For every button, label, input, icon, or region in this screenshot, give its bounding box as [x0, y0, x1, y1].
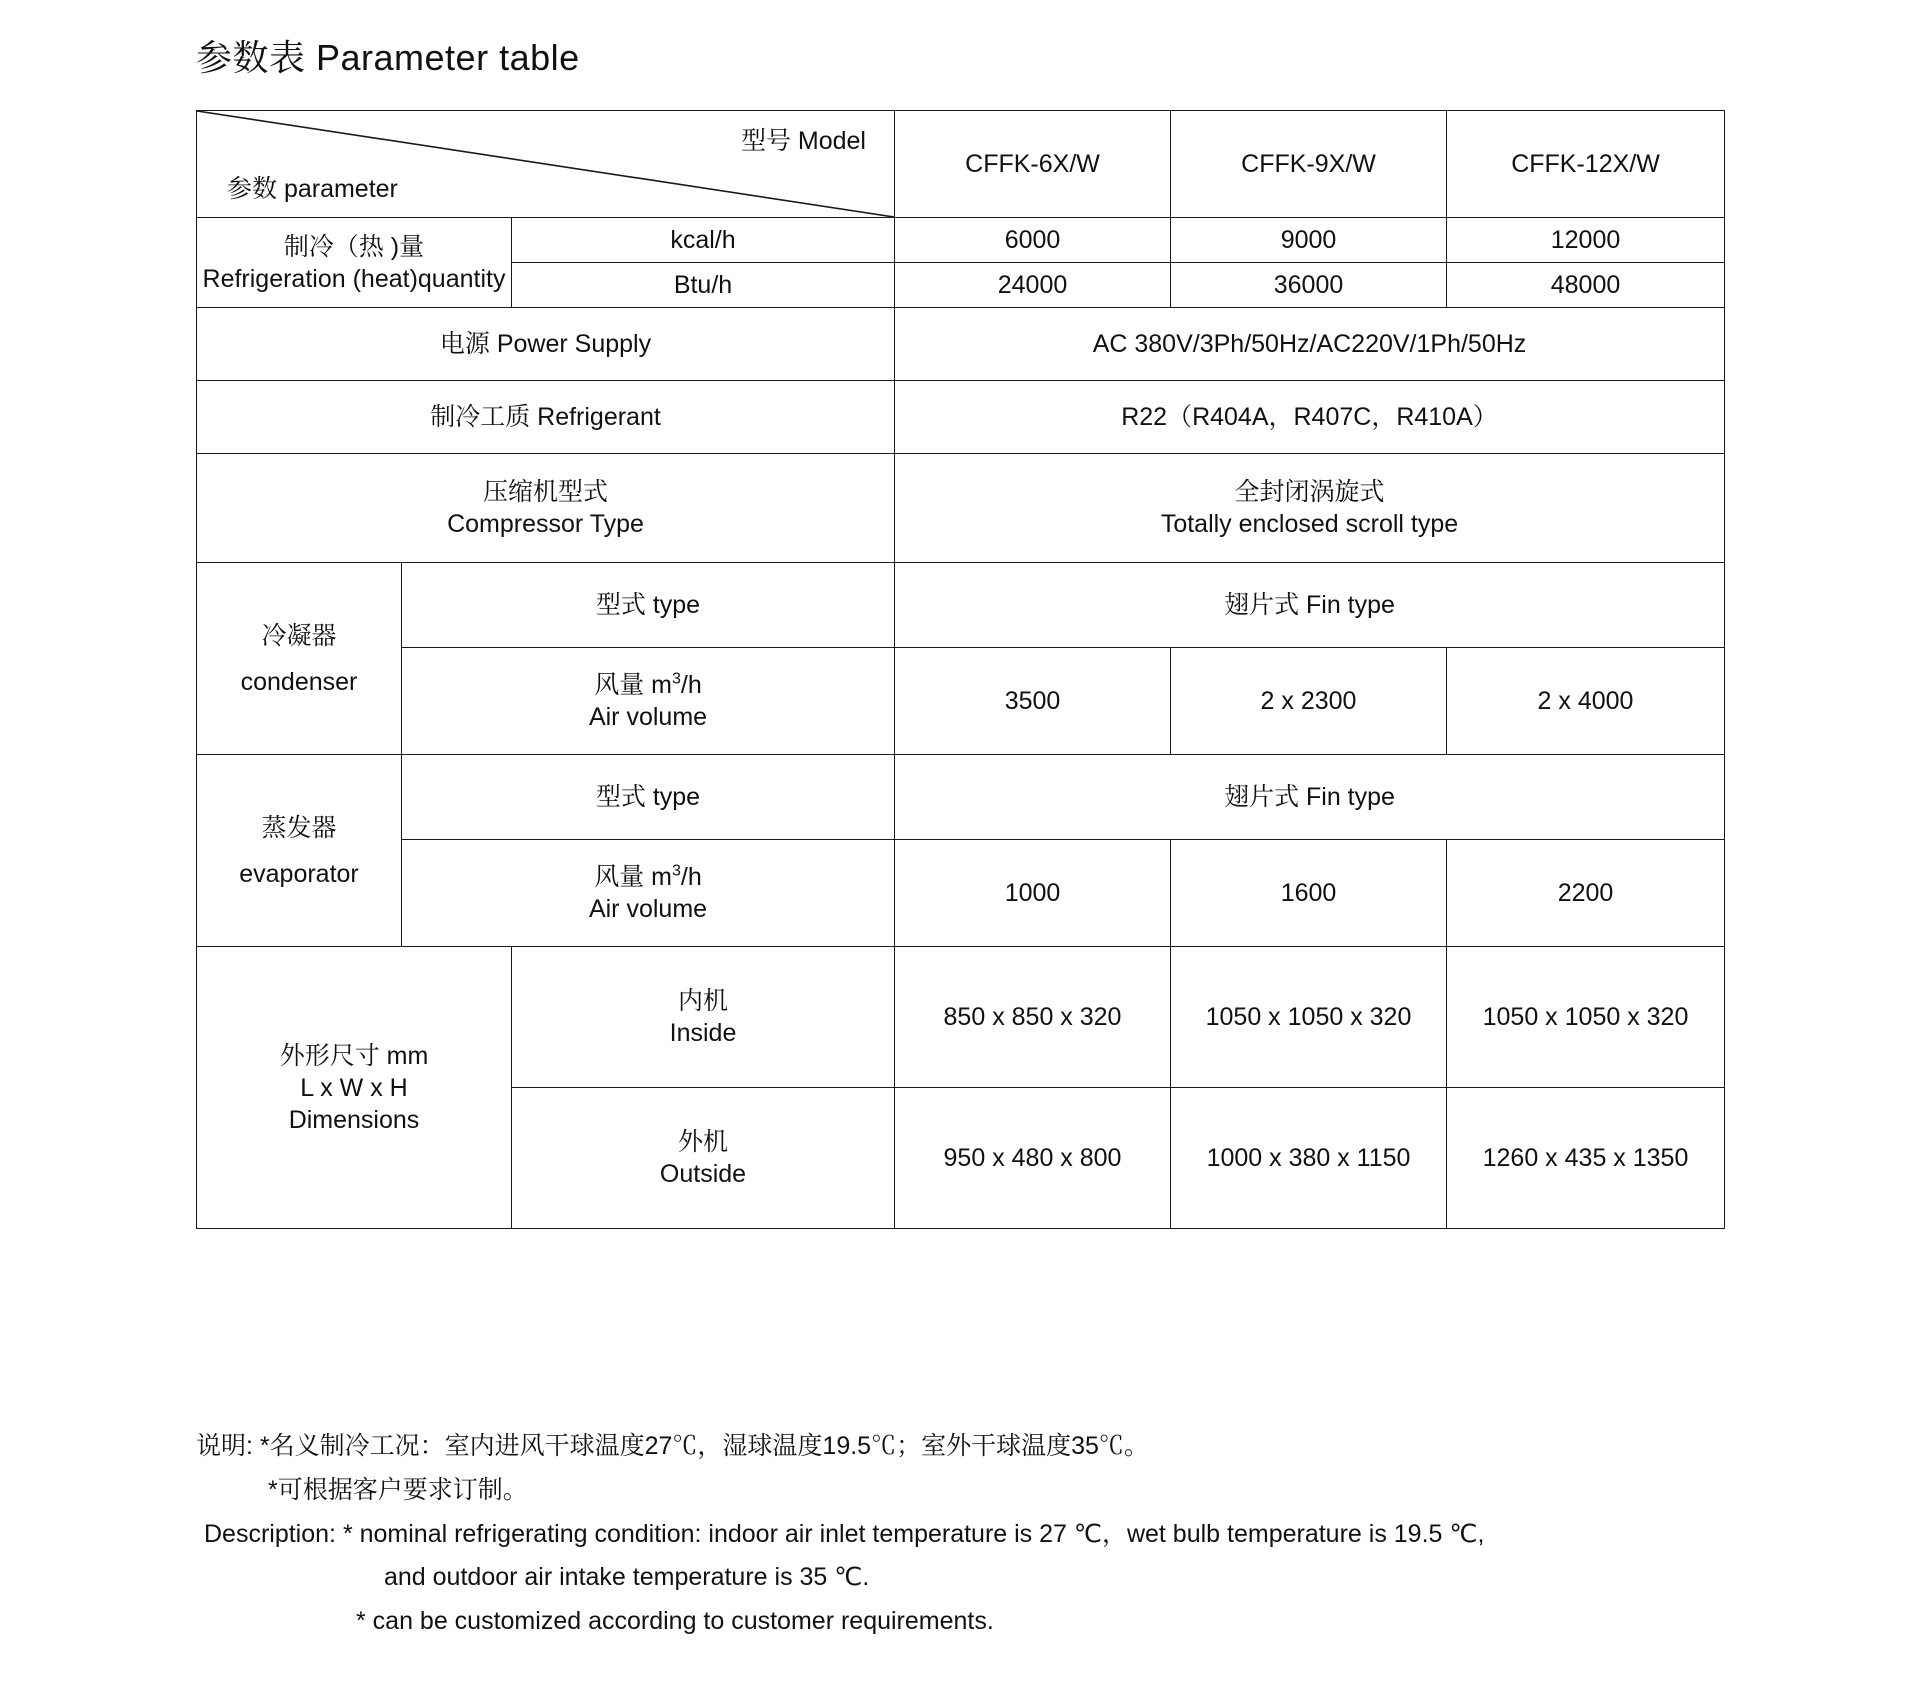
parameter-table-container	[196, 110, 1724, 1229]
dimensions-inside-3: 1050 x 1050 x 320	[1447, 947, 1725, 1088]
compressor-value-cn: 全封闭涡旋式	[1234, 478, 1385, 506]
condenser-airvolume-label	[402, 648, 895, 755]
unit-kcal: kcal/h	[512, 218, 895, 263]
footnotes	[0, 1425, 1920, 1644]
table-header-row	[197, 111, 1725, 218]
corner-header-cell	[197, 111, 895, 218]
refrigeration-btu-3: 48000	[1447, 263, 1725, 308]
evaporator-airvolume-label-en: Air volume	[588, 895, 708, 923]
compressor-label-en: Compressor Type	[447, 510, 644, 538]
table-row	[197, 947, 1725, 1088]
page-title: 参数表 Parameter table	[196, 37, 580, 78]
compressor-label-cell	[197, 454, 895, 563]
footnote-line-3: Description: * nominal refrigerating condition: indoor air inlet temperature is 27 ℃，wet bulb temperature is 19.5 ℃,	[204, 1519, 1485, 1548]
table-row	[197, 648, 1725, 755]
unit-btu: Btu/h	[512, 263, 895, 308]
refrigeration-label-cell	[197, 218, 512, 308]
corner-parameter-label: 参数 parameter	[227, 175, 398, 203]
footnote-line-5: * can be customized according to customer requirements.	[356, 1607, 994, 1635]
dimensions-inside-label-cn: 内机	[677, 987, 728, 1015]
condenser-airvolume-label-cn: 风量 $m^3/h$	[594, 670, 702, 699]
table-row	[197, 381, 1725, 454]
compressor-value-en: Totally enclosed scroll type	[1160, 510, 1459, 538]
evaporator-airvolume-2: 1600	[1171, 840, 1447, 947]
evaporator-airvolume-3: 2200	[1447, 840, 1725, 947]
condenser-label-cn: 冷凝器	[261, 621, 337, 650]
table-row	[197, 840, 1725, 947]
dimensions-label-en: Dimensions	[288, 1105, 420, 1134]
refrigerant-label: 制冷工质 Refrigerant	[197, 381, 895, 454]
refrigeration-label-en: Refrigeration (heat)quantity	[202, 264, 506, 293]
refrigerant-value: R22（R404A，R407C，R410A）	[895, 381, 1725, 454]
dimensions-outside-label	[512, 1088, 895, 1229]
condenser-type-label: 型式 type	[402, 563, 895, 648]
dimensions-inside-2: 1050 x 1050 x 320	[1171, 947, 1447, 1088]
refrigeration-kcal-2: 9000	[1171, 218, 1447, 263]
condenser-airvolume-2: 2 x 2300	[1171, 648, 1447, 755]
condenser-label-en: condenser	[240, 667, 358, 696]
evaporator-airvolume-1: 1000	[895, 840, 1171, 947]
power-supply-value: AC 380V/3Ph/50Hz/AC220V/1Ph/50Hz	[895, 308, 1725, 381]
dimensions-outside-label-en: Outside	[659, 1160, 747, 1188]
model-header-2: CFFK-9X/W	[1171, 111, 1447, 218]
dimensions-outside-2: 1000 x 380 x 1150	[1171, 1088, 1447, 1229]
condenser-airvolume-3: 2 x 4000	[1447, 648, 1725, 755]
dimensions-inside-1: 850 x 850 x 320	[895, 947, 1171, 1088]
dimensions-label-lwh: L x W x H	[300, 1073, 408, 1102]
footnote-line-2: *可根据客户要求订制。	[268, 1475, 528, 1504]
dimensions-outside-3: 1260 x 435 x 1350	[1447, 1088, 1725, 1229]
evaporator-airvolume-label-cn: 风量 $m^3/h$	[594, 862, 702, 891]
evaporator-label-cn: 蒸发器	[261, 813, 337, 842]
power-supply-label: 电源 Power Supply	[197, 308, 895, 381]
refrigeration-kcal-1: 6000	[895, 218, 1171, 263]
dimensions-inside-label	[512, 947, 895, 1088]
dimensions-outside-1: 950 x 480 x 800	[895, 1088, 1171, 1229]
evaporator-label-en: evaporator	[239, 859, 359, 888]
table-row	[197, 218, 1725, 263]
dimensions-inside-label-en: Inside	[669, 1019, 737, 1047]
condenser-type-value: 翅片式 Fin type	[895, 563, 1725, 648]
dimensions-label-cn: 外形尺寸 mm	[279, 1041, 429, 1070]
evaporator-label-cell	[197, 755, 402, 947]
evaporator-type-label: 型式 type	[402, 755, 895, 840]
footnote-line-1: 说明: *名义制冷工况：室内进风干球温度27℃，湿球温度19.5℃；室外干球温度35℃。	[196, 1432, 1149, 1460]
dimensions-outside-label-cn: 外机	[677, 1128, 728, 1156]
refrigeration-kcal-3: 12000	[1447, 218, 1725, 263]
footnote-line-4: and outdoor air intake temperature is 35 ℃.	[384, 1563, 870, 1592]
parameter-table	[196, 110, 1725, 1229]
model-header-1: CFFK-6X/W	[895, 111, 1171, 218]
refrigeration-label-cn: 制冷（热 )量	[283, 232, 425, 261]
model-header-3: CFFK-12X/W	[1447, 111, 1725, 218]
table-row	[197, 454, 1725, 563]
dimensions-label-cell	[197, 947, 512, 1229]
table-row	[197, 755, 1725, 840]
compressor-value-cell	[895, 454, 1725, 563]
condenser-label-cell	[197, 563, 402, 755]
condenser-airvolume-1: 3500	[895, 648, 1171, 755]
refrigeration-btu-2: 36000	[1171, 263, 1447, 308]
evaporator-airvolume-label	[402, 840, 895, 947]
table-row	[197, 308, 1725, 381]
corner-model-label: 型号 Model	[740, 127, 866, 155]
compressor-label-cn: 压缩机型式	[482, 478, 608, 506]
refrigeration-btu-1: 24000	[895, 263, 1171, 308]
table-row	[197, 563, 1725, 648]
condenser-airvolume-label-en: Air volume	[588, 703, 708, 731]
evaporator-type-value: 翅片式 Fin type	[895, 755, 1725, 840]
